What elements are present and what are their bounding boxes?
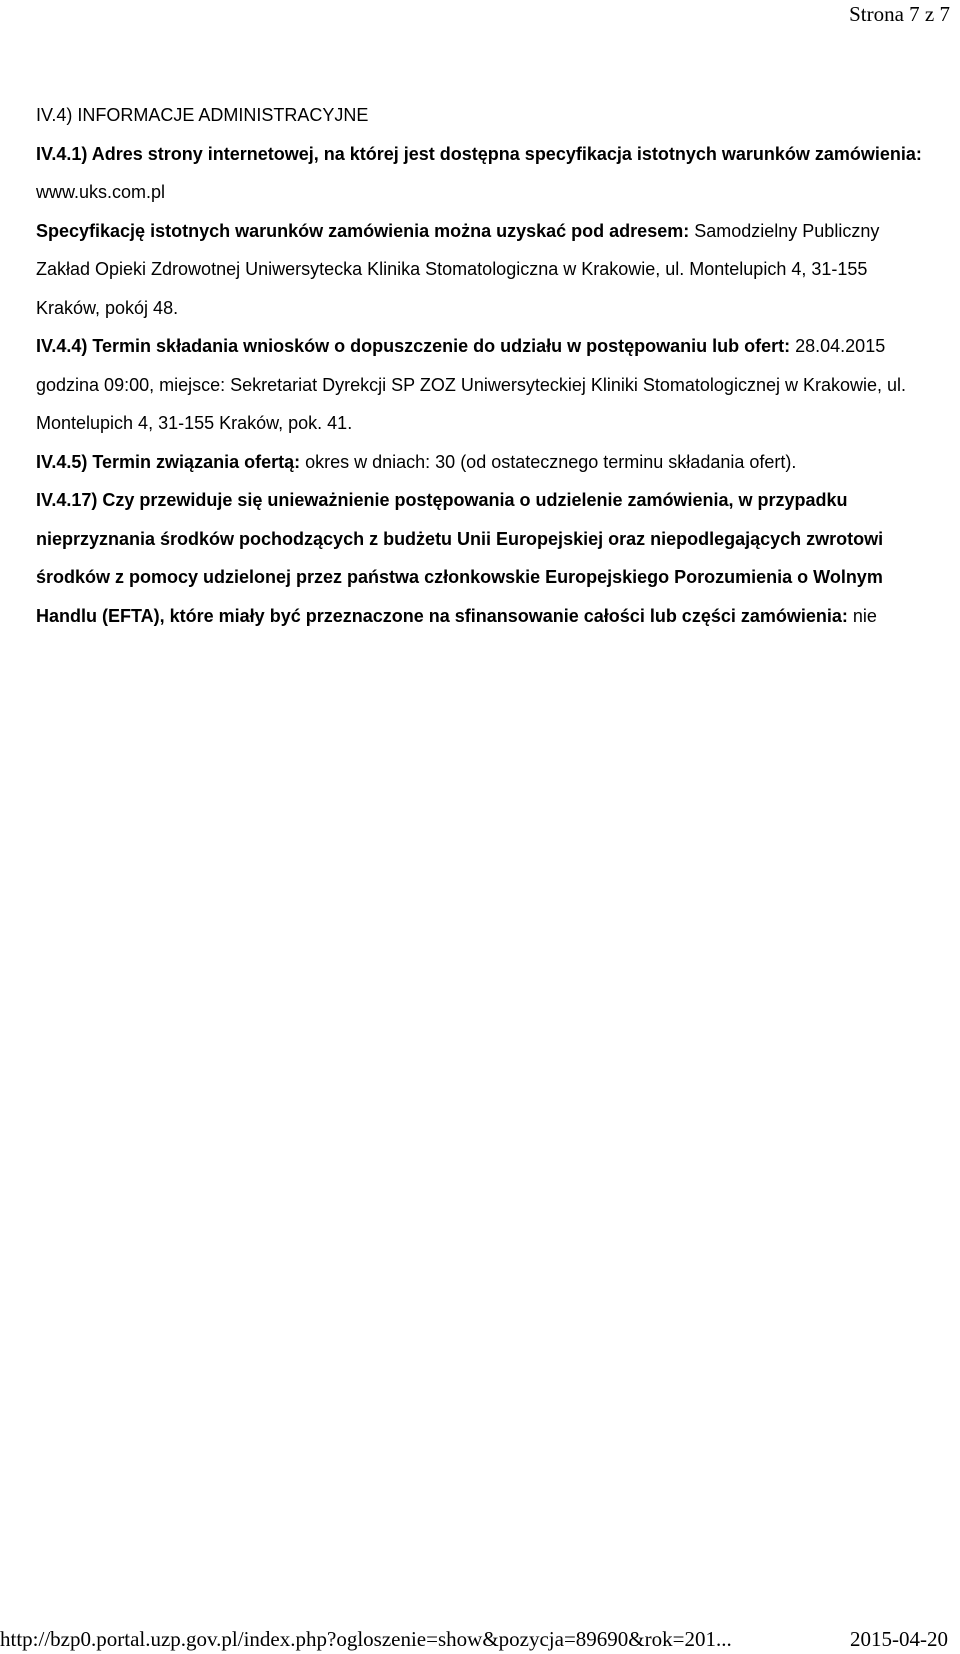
footer-date: 2015-04-20 <box>850 1627 948 1651</box>
footer-url: http://bzp0.portal.uzp.gov.pl/index.php?ogloszenie=show&pozycja=89690&rok=201... <box>0 1627 732 1651</box>
section-title: IV.4) INFORMACJE ADMINISTRACYJNE <box>36 105 369 125</box>
page-footer <box>0 1624 948 1654</box>
binding-period-value: okres w dniach: 30 (od ostatecznego terminu składania ofert). <box>305 451 797 472</box>
deadline-value: 28.04.2015 godzina 09:00, miejsce: Sekretariat Dyrekcji SP ZOZ Uniwersyteckiej Kliniki Stomatologicznej w Krakowie, ul. Montelupich 4, 31-155 Kraków, pok. 41. <box>36 336 907 433</box>
website-value: www.uks.com.pl <box>36 182 166 202</box>
specification-value: Samodzielny Publiczny Zakład Opieki Zdrowotnej Uniwersytecka Klinika Stomatologiczna w Krakowie, ul. Montelupich 4, 31-155 Kraków, pokój 48. <box>36 220 880 318</box>
document-body <box>36 96 936 635</box>
cancellation-label: IV.4.17) Czy przewiduje się unieważnienie postępowania o udzielenie zamówienia, w przypadku nieprzyznania środków pochodzących z budżetu Unii Europejskiej oraz niepodlegających zwrotowi środków z pomocy udzielonej przez państwa członkowskie Europejskiego Porozumienia o Wolnym Handlu (EFTA), które miały być przeznaczone na sfinansowanie całości lub części zamówienia: <box>36 490 884 626</box>
binding-period-label: IV.4.5) Termin związania ofertą: <box>36 451 301 472</box>
specification-paragraph <box>36 212 936 328</box>
deadline-label: IV.4.4) Termin składania wniosków o dopuszczenie do udziału w postępowaniu lub ofert: <box>36 336 791 356</box>
website-label: IV.4.1) Adres strony internetowej, na której jest dostępna specyfikacja istotnych warunków zamówienia: <box>36 143 922 164</box>
specification-label: Specyfikację istotnych warunków zamówienia można uzyskać pod adresem: <box>36 220 690 241</box>
deadline-paragraph <box>36 327 936 443</box>
website-paragraph <box>36 135 936 212</box>
binding-period-paragraph <box>36 443 936 482</box>
page-number: Strona 7 z 7 <box>849 2 950 26</box>
cancellation-value: nie <box>852 605 877 626</box>
cancellation-paragraph <box>36 481 936 635</box>
